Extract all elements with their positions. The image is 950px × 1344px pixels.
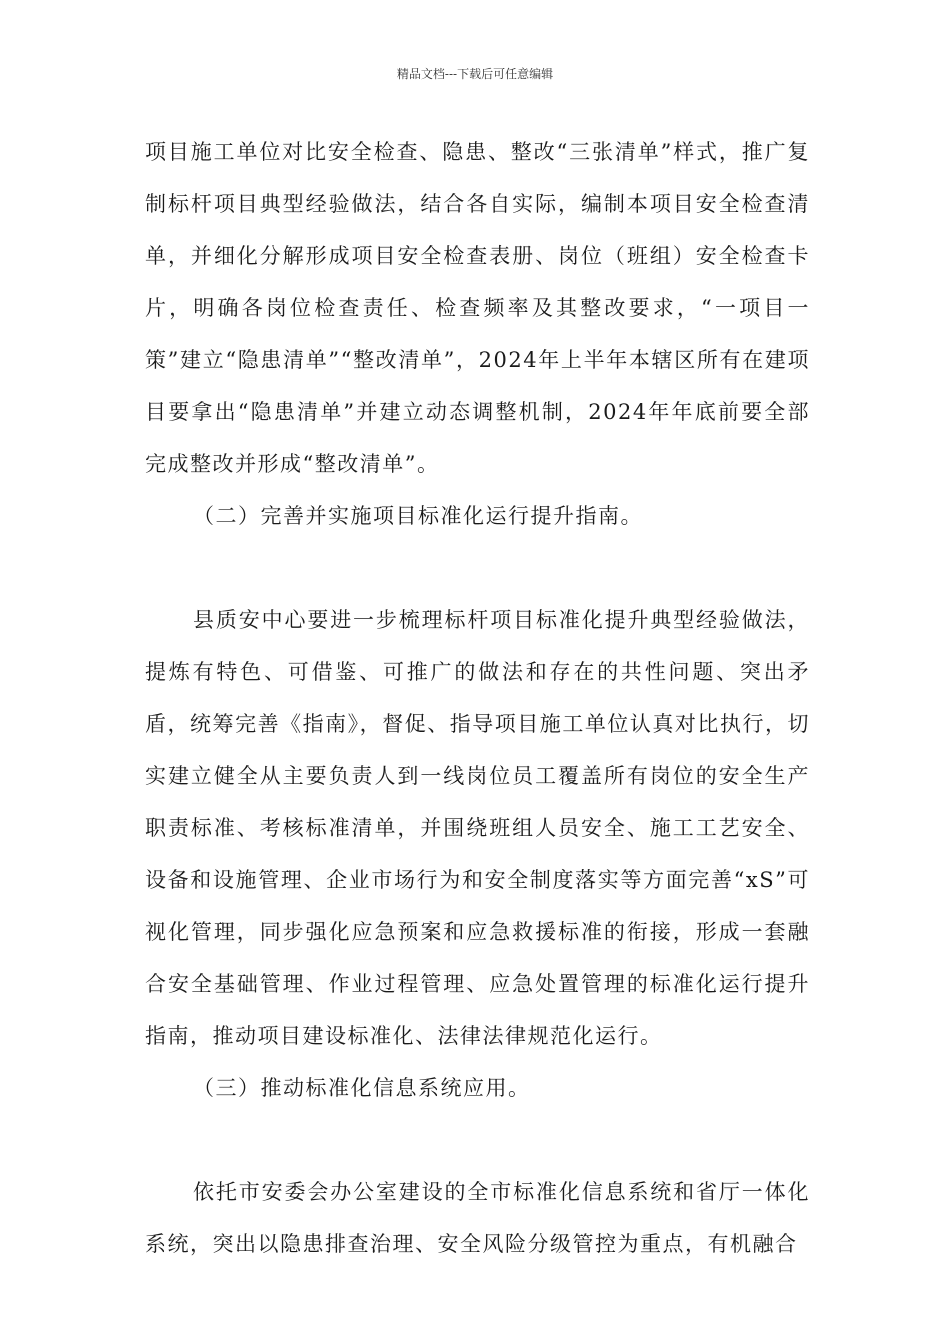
section-heading-2: （二）完善并实施项目标准化运行提升指南。 bbox=[193, 504, 643, 528]
paragraph-checklist: 项目施工单位对比安全检查、隐患、整改“三张清单”样式，推广复制标杆项目典型经验做法，结合各自实际，编制本项目安全检查清单，并细化分解形成项目安全检查表册、岗位（班组）安全检查卡片，明确各岗位检查责任、检查频率及其整改要求，“一项目一策”建立“隐患清单”“整改清单”，2024年上半年本辖区所有在建项目要拿出“隐患清单”并建立动态调整机制，2024年年底前要全部完成整改并形成“整改清单”。 bbox=[145, 140, 810, 476]
spacer bbox=[145, 542, 810, 594]
section-heading-3: （三）推动标准化信息系统应用。 bbox=[193, 1076, 531, 1100]
page-header: 精品文档---下载后可任意编辑 bbox=[396, 67, 554, 81]
spacer bbox=[145, 1114, 810, 1166]
paragraph-guideline: 县质安中心要进一步梳理标杆项目标准化提升典型经验做法，提炼有特色、可借鉴、可推广的做法和存在的共性问题、突出矛盾，统筹完善《指南》，督促、指导项目施工单位认真对比执行，切实建立健全从主要负责人到一线岗位员工覆盖所有岗位的安全生产职责标准、考核标准清单，并围绕班组人员安全、施工工艺安全、设备和设施管理、企业市场行为和安全制度落实等方面完善“xS”可视化管理，同步强化应急预案和应急救援标准的衔接，形成一套融合安全基础管理、作业过程管理、应急处置管理的标准化运行提升指南，推动项目建设标准化、法律法律规范化运行。 bbox=[145, 608, 810, 1048]
document-body bbox=[145, 126, 810, 1270]
paragraph-info-system: 依托市安委会办公室建设的全市标准化信息系统和省厅一体化系统，突出以隐患排查治理、安全风险分级管控为重点，有机融合 bbox=[145, 1180, 810, 1256]
